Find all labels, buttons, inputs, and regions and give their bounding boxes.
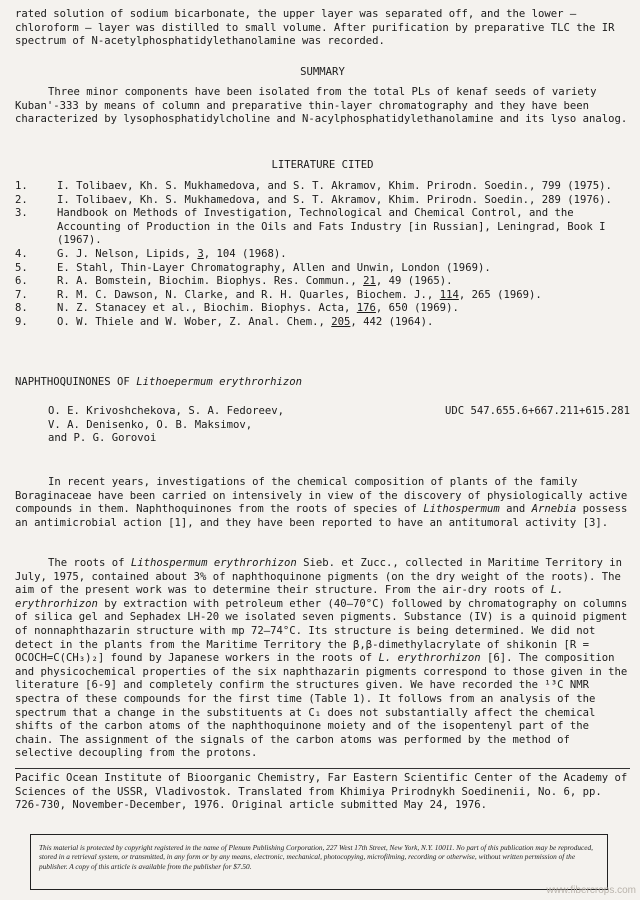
literature-heading: LITERATURE CITED xyxy=(271,159,374,171)
author-line: and P. G. Gorovoi xyxy=(48,432,157,445)
reference-number: 2. xyxy=(15,193,28,206)
reference-text: I. Tolibaev, Kh. S. Mukhamedova, and S. T. Akramov, Khim. Prirodn. Soedin., 799 (1975). xyxy=(57,180,612,192)
reference-number: 6. xyxy=(15,275,28,288)
reference-item xyxy=(15,207,630,248)
reference-list xyxy=(15,180,630,330)
intro-paragraph: In recent years, investigations of the chemical composition of plants of the family Boraginaceae have been carried on intensively in view of the discovery of physiologically active compounds in them. Naphthoquinones from the roots of species of Lithospermum and Arnebia possess an antimicrobial action [1], and they have been reported to have an antitumoral activity [3]. xyxy=(15,476,628,529)
reference-text: I. Tolibaev, Kh. S. Mukhamedova, and S. T. Akramov, Khim. Prirodn. Soedin., 289 (1976). xyxy=(57,193,612,206)
reference-number: 3. xyxy=(15,207,28,220)
reference-item xyxy=(15,248,630,262)
volume-number: 176 xyxy=(356,302,376,315)
reference-number: 1. xyxy=(15,180,28,192)
reference-text: Handbook on Methods of Investigation, Technological and Chemical Control, and the Accounting of Production in the Oils and Fats Industry [in Russian], Leningrad, Book I (1967). xyxy=(57,207,606,247)
reference-item xyxy=(15,180,630,194)
article-title: NAPHTHOQUINONES OF Lithoepermum erythrorhizon xyxy=(15,376,303,388)
author-line: O. E. Krivoshchekova, S. A. Fedoreev, xyxy=(48,405,284,417)
author-line: V. A. Denisenko, O. B. Maksimov, xyxy=(48,418,253,431)
reference-number: 9. xyxy=(15,315,28,328)
reference-text: R. M. C. Dawson, N. Clarke, and R. H. Quarles, Biochem. J., 114, 265 (1969). xyxy=(57,288,542,301)
author-list xyxy=(48,405,428,446)
volume-number: 114 xyxy=(439,288,459,301)
reference-item xyxy=(15,275,630,289)
volume-number: 205 xyxy=(331,315,351,328)
species-name: Lithoepermum erythrorhizon xyxy=(136,376,303,388)
reference-number: 4. xyxy=(15,247,28,260)
copyright-notice: This material is protected by copyright registered in the name of Plenum Publishing Corporation, 227 West 17th Street, New York, N.Y. 10011. No part of this publication may be reproduced, stored in a retrieval system, or transmitted, in any form or by any means, electronic, mechanical, photocopying, microfilming, recording or otherwise, without written permission of the publisher. A copy of this article is available from the publisher for $7.50. xyxy=(30,834,608,890)
reference-item xyxy=(15,316,630,330)
reference-text: O. W. Thiele and W. Wober, Z. Anal. Chem., 205, 442 (1964). xyxy=(57,315,434,328)
summary-text: Three minor components have been isolated from the total PLs of kenaf seeds of variety Kuban'-333 by means of column and preparative thin-layer chromatography and they have been characterized by lysophosphatidylcholine and N-acylphosphatidylethanolamine and its lyso analog. xyxy=(15,86,628,126)
reference-number: 8. xyxy=(15,302,28,315)
watermark: www.fibercrops.com xyxy=(546,885,636,897)
reference-text: R. A. Bomstein, Biochim. Biophys. Res. Commun., 21, 49 (1965). xyxy=(57,275,453,288)
summary-heading: SUMMARY xyxy=(300,66,345,78)
footnote-divider xyxy=(15,768,630,769)
reference-item xyxy=(15,194,630,208)
reference-text: G. J. Nelson, Lipids, 3, 104 (1968). xyxy=(57,247,287,260)
reference-text: N. Z. Stanacey et al., Biochim. Biophys. Acta, 176, 650 (1969). xyxy=(57,302,459,315)
volume-number: 3 xyxy=(197,247,204,260)
body-paragraph: The roots of Lithospermum erythrorhizon Sieb. et Zucc., collected in Maritime Territory in July, 1975, contained about 3% of naphthoquinone pigments (on the dry weight of the roots). The aim of the present work was to determine their structure. From the air-dry roots of L. erythrorhizon by extraction with petroleum ether (40–70°C) followed by chromatography on columns of silica gel and Sephadex LH-20 we isolated seven pigments. Substance (IV) is a quinoid pigment of nonnaphthazarin structure with mp 72–74°C. Its structure is being determined. We did not detect in the plants from the Maritime Territory the β,β-dimethylacrylate of shikonin [R = OCOCH=C(CH₃)₂] found by Japanese workers in the roots of L. erythrorhizon [6]. The composition and physicochemical properties of the six naphthazarin pigments correspond to those given in the literature [6-9] and completely confirm the structures given. We have recorded the ¹³C NMR spectra of these compounds for the first time (Table 1). It follows from an analysis of the spectrum that a change in the substituents at C₁ does not substantially affect the chemical shifts of the carbon atoms of the naphthoquinone moiety and of the isopentenyl part of the chain. The assignment of the signals of the carbon atoms was performed by the method of selective decoupling from the protons. xyxy=(15,557,628,760)
reference-number: 5. xyxy=(15,261,28,274)
reference-text: E. Stahl, Thin-Layer Chromatography, Allen and Unwin, London (1969). xyxy=(57,261,491,274)
continued-paragraph: rated solution of sodium bicarbonate, the upper layer was separated off, and the lower — chloroform — layer was distilled to small volume. After purification by preparative TLC the IR spectrum of N-acetylphosphatidylethanolamine was recorded. xyxy=(15,8,615,48)
reference-item xyxy=(15,262,630,276)
volume-number: 21 xyxy=(363,275,376,288)
reference-number: 7. xyxy=(15,288,28,301)
affiliation-footnote: Pacific Ocean Institute of Bioorganic Chemistry, Far Eastern Scientific Center of the Academy of Sciences of the USSR, Vladivostok. Translated from Khimiya Prirodnykh Soedinenii, No. 6, pp. 726-730, November-December, 1976. Original article submitted May 24, 1976. xyxy=(15,772,628,812)
udc-code: UDC 547.655.6+667.211+615.281 xyxy=(445,405,630,417)
reference-item xyxy=(15,289,630,303)
reference-item xyxy=(15,302,630,316)
